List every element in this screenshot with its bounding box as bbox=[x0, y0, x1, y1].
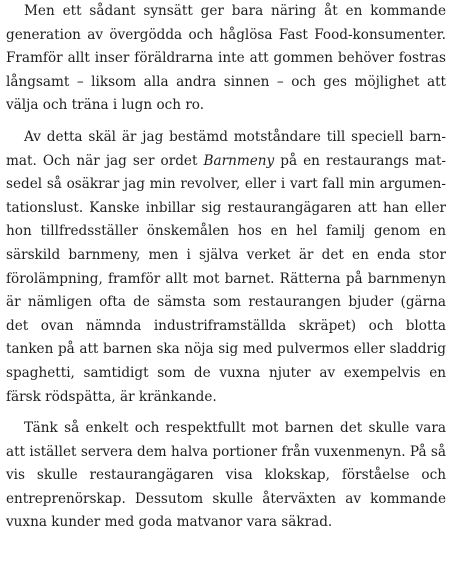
paragraph-2-end: på en restaurangs matsedel så osäkrar jag min revolver, eller i vart fall min argumentationslust. Kanske inbillar sig restaurangägaren att han eller hon tillfredsställer önskemålen hos en hel familj genom en särskild barnmeny, men i själva verket är det en enda stor förolämpning, framför allt mot barnet. Rätterna på barnmenyn är nämligen ofta de sämsta som restaurangen bjuder (gärna det ovan nämnda industriframställda skräpet) och blotta tanken på att barnen ska nöja sig med pulvermos eller sladdrig spaghetti, samtidigt som de vuxna njuter av exempelvis en färsk rödspätta, är kränkande. bbox=[6, 152, 446, 405]
barnmeny-emphasis: Barnmeny bbox=[203, 152, 275, 169]
document-page bbox=[6, 0, 446, 543]
paragraph-2-start: Av detta skäl är jag bestämd motståndare till speciell barnmat. Och när jag ser ordet bbox=[6, 128, 446, 169]
paragraph-1: Men ett sådant synsätt ger bara näring åt en kommande generation av övergödda och håglösa Fast Food-konsumenter. Framför allt inser föräldrarna inte att gommen behöver fostras långsamt – liksom alla andra sinnen – och ges möjlighet att välja och träna i lugn och ro. bbox=[6, 3, 446, 114]
paragraph-2 bbox=[6, 126, 446, 409]
paragraph-3: Tänk så enkelt och respektfullt mot barnen det skulle vara att istället servera dem halva portioner från vuxenmenyn. På så vis skulle restaurangägaren visa klokskap, förståelse och entreprenörskap. Dessutom skulle återväxten av kommande vuxna kunder med goda matvanor vara säkrad. bbox=[6, 420, 446, 531]
